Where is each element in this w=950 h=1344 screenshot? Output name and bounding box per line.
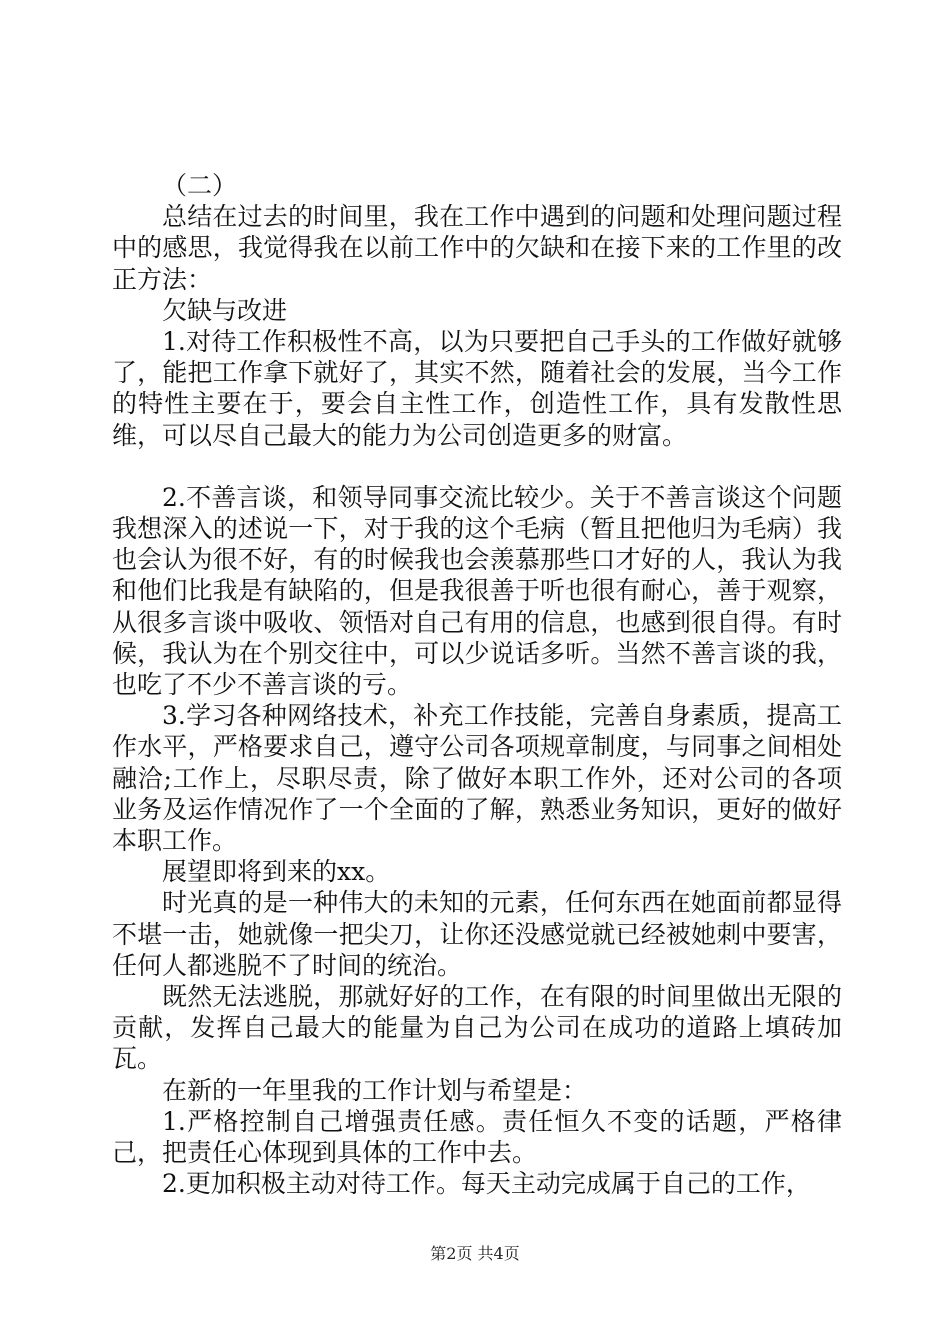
page-footer: 第2页 共4页 — [430, 1244, 520, 1263]
document-body — [112, 170, 842, 1200]
plan-heading: 在新的一年里我的工作计划与希望是： — [162, 1075, 588, 1105]
plan-item-1: 1.严格控制自己增强责任感。责任恒久不变的话题，严格律己，把责任心体现到具体的工作中去。 — [112, 1106, 842, 1168]
intro-paragraph: 总结在过去的时间里，我在工作中遇到的问题和处理问题过程中的感思，我觉得我在以前工作中的欠缺和在接下来的工作里的改正方法： — [112, 202, 842, 294]
time-paragraph: 时光真的是一种伟大的未知的元素，任何东西在她面前都显得不堪一击，她就像一把尖刀，让你还没感觉就已经被她刺中要害，任何人都逃脱不了时间的统治。 — [112, 888, 842, 980]
section-heading: （二） — [162, 171, 238, 200]
outlook-heading: 展望即将到来的xx。 — [162, 857, 391, 887]
plan-item-2: 2.更加积极主动对待工作。每天主动完成属于自己的工作， — [162, 1169, 811, 1199]
work-paragraph: 既然无法逃脱，那就好好的工作，在有限的时间里做出无限的贡献，发挥自己最大的能量为自己为公司在成功的道路上填砖加瓦。 — [112, 982, 842, 1074]
shortcoming-item-1: 1.对待工作积极性不高，以为只要把自己手头的工作做好就够了，能把工作拿下就好了，其实不然，随着社会的发展，当今工作的特性主要在于，要会自主性工作，创造性工作，具有发散性思维，可以尽自己最大的能力为公司创造更多的财富。 — [112, 327, 842, 450]
shortcoming-item-3: 3.学习各种网络技术，补充工作技能，完善自身素质，提高工作水平，严格要求自己，遵守公司各项规章制度，与同事之间相处融洽;工作上，尽职尽责，除了做好本职工作外，还对公司的各项业务及运作情况作了一个全面的了解，熟悉业务知识，更好的做好本职工作。 — [112, 701, 842, 856]
shortcoming-item-2: 2.不善言谈，和领导同事交流比较少。关于不善言谈这个问题我想深入的述说一下，对于我的这个毛病（暂且把他归为毛病）我也会认为很不好，有的时候我也会羡慕那些口才好的人，我认为我和他们比我是有缺陷的，但是我很善于听也很有耐心，善于观察，从很多言谈中吸收、领悟对自己有用的信息，也感到很自得。有时候，我认为在个别交往中，可以少说话多听。当然不善言谈的我，也吃了不少不善言谈的亏。 — [112, 482, 842, 700]
subheading-shortcomings: 欠缺与改进 — [162, 295, 288, 325]
